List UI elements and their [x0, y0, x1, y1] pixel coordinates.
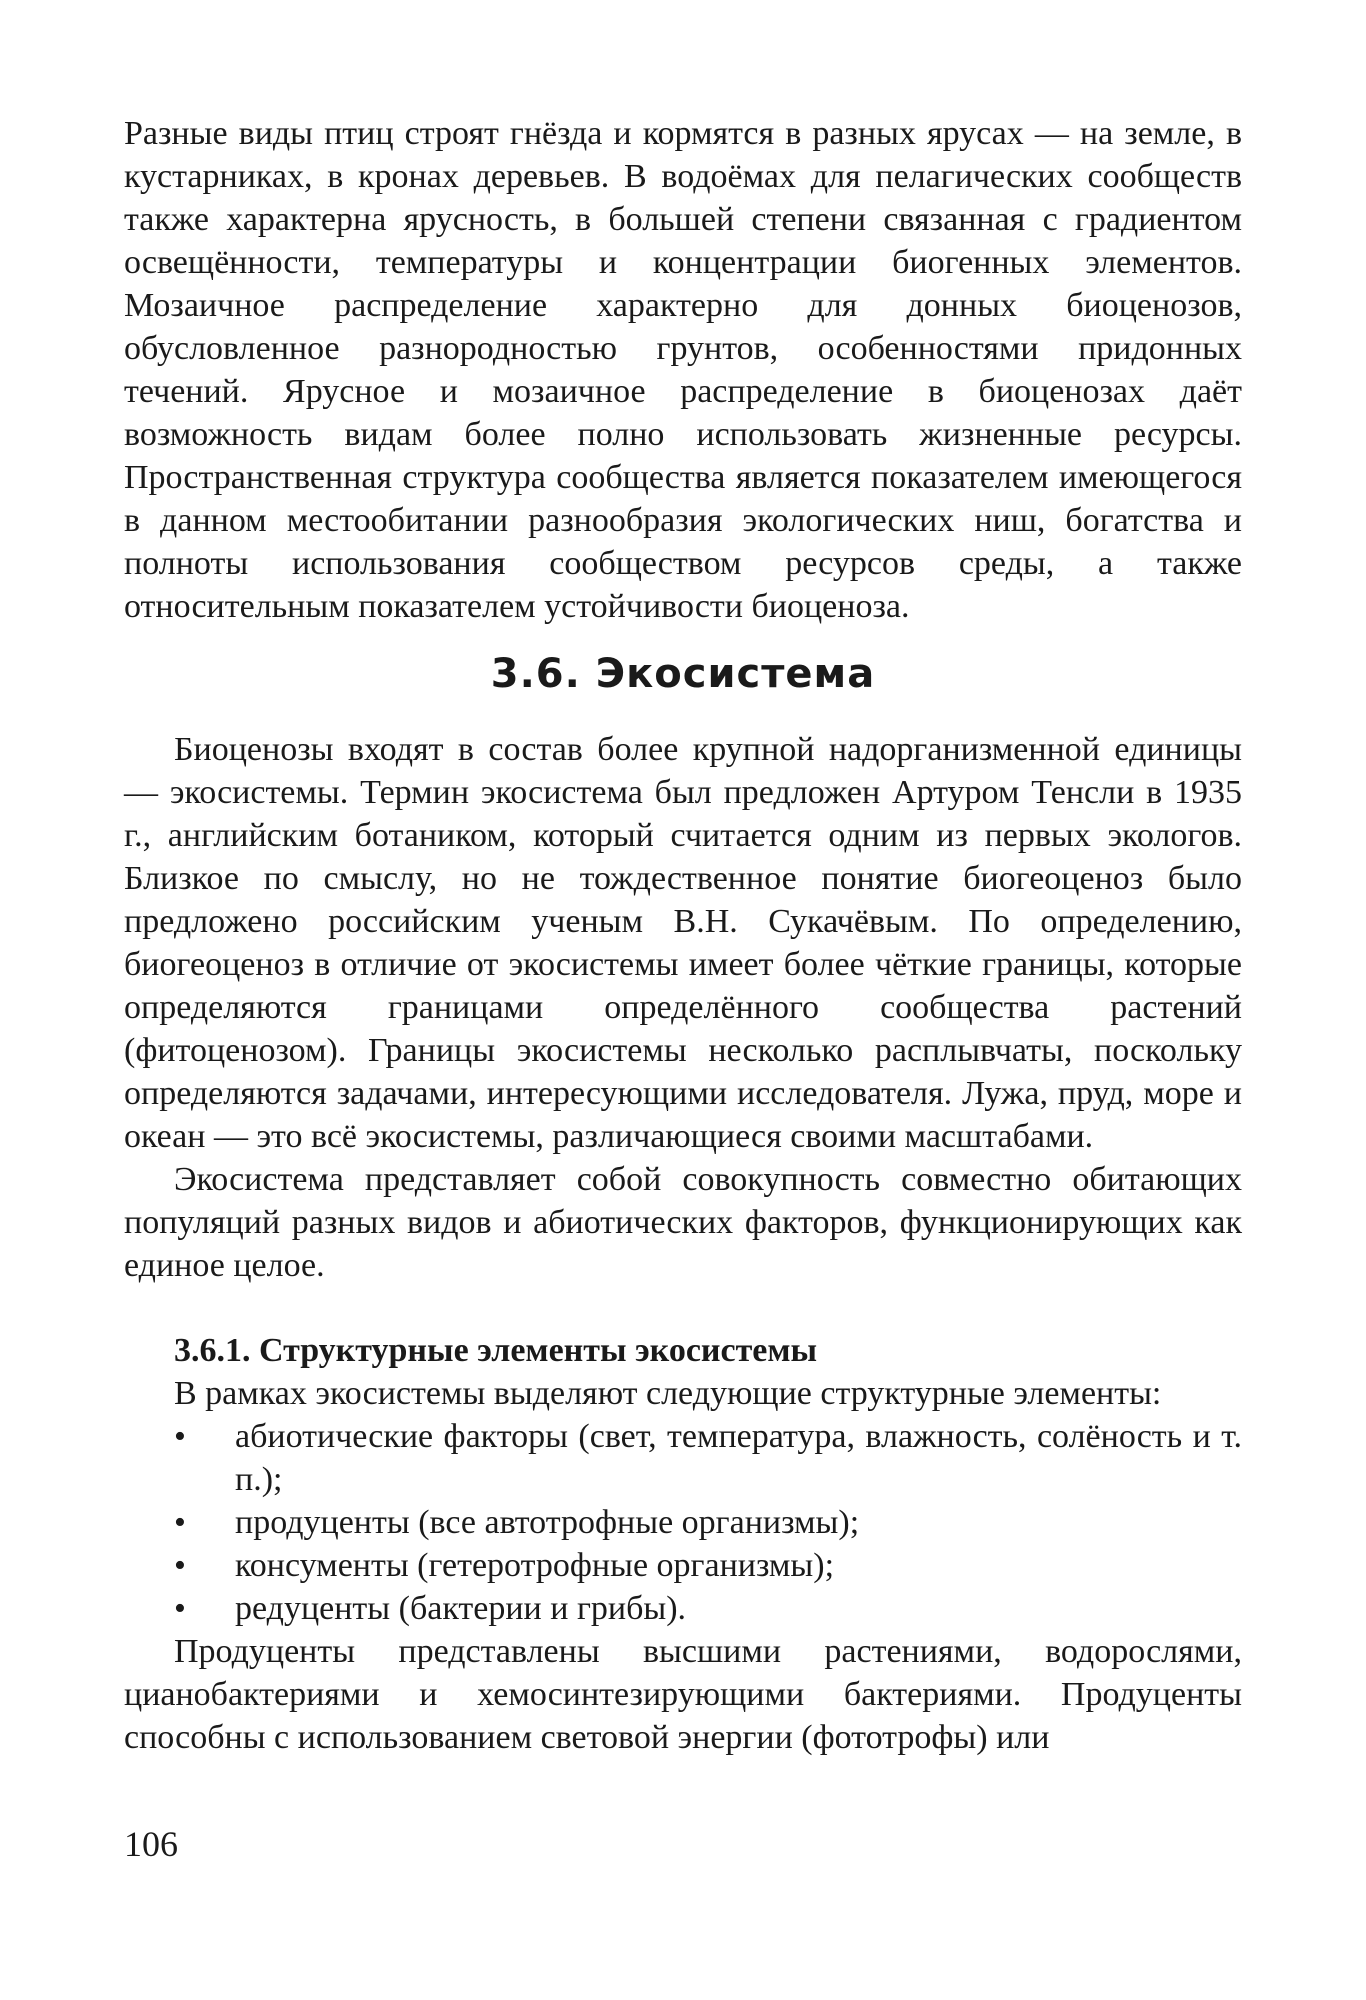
list-item-text: продуценты (все автотрофные организмы);	[235, 1504, 860, 1541]
list-item	[124, 1587, 1242, 1630]
bullet-icon: •	[174, 1590, 186, 1627]
list-item-text: консументы (гетеротрофные организмы);	[235, 1547, 835, 1584]
page-body	[124, 112, 1242, 1759]
section-paragraph-2: Экосистема представляет собой совокупность совместно обитающих популяций разных видов и абиотических факторов, функционирующих как единое целое.	[124, 1161, 1242, 1284]
structural-elements-list	[124, 1415, 1242, 1630]
page-number: 106	[124, 1824, 178, 1864]
list-item-text: абиотические факторы (свет, температура, влажность, солёность и т. п.);	[235, 1418, 1242, 1498]
section-heading: 3.6. Экосистема	[490, 651, 876, 697]
bullet-icon: •	[174, 1547, 186, 1584]
bullet-icon: •	[174, 1504, 186, 1541]
bullet-icon: •	[174, 1418, 186, 1455]
final-paragraph: Продуценты представлены высшими растениями, водорослями, цианобактериями и хемосинтезирующими бактериями. Продуценты способны с использованием световой энергии (фототрофы) или	[124, 1633, 1242, 1756]
list-item	[124, 1544, 1242, 1587]
section-paragraph-1: Биоценозы входят в состав более крупной надорганизменной единицы — экосистемы. Термин экосистема был предложен Артуром Тенсли в 1935 г., английским ботаником, который считается одним из первых экологов. Близкое по смыслу, но не тождественное понятие биогеоценоз было предложено российским ученым В.Н. Сукачёвым. По определению, биогеоценоз в отличие от экосистемы имеет более чёткие границы, которые определяются границами определённого сообщества растений (фитоценозом). Границы экосистемы несколько расплывчаты, поскольку определяются задачами, интересующими исследователя. Лужа, пруд, море и океан — это всё экосистемы, различающиеся своими масштабами.	[124, 731, 1242, 1155]
list-item	[124, 1501, 1242, 1544]
list-item-text: редуценты (бактерии и грибы).	[235, 1590, 687, 1627]
list-item	[124, 1415, 1242, 1501]
list-intro: В рамках экосистемы выделяют следующие структурные элементы:	[174, 1375, 1162, 1412]
intro-paragraph: Разные виды птиц строят гнёзда и кормятся в разных ярусах — на земле, в кустарниках, в кронах деревьев. В водоёмах для пелагических сообществ также характерна ярусность, в большей степени связанная с градиентом освещённости, температуры и концентрации биогенных элементов. Мозаичное распределение характерно для донных биоценозов, обусловленное разнородностью грунтов, особенностями придонных течений. Ярусное и мозаичное распределение в биоценозах даёт возможность видам более полно использовать жизненные ресурсы. Пространственная структура сообщества является показателем имеющегося в данном местообитании разнообразия экологических ниш, богатства и полноты использования сообществом ресурсов среды, а также относительным показателем устойчивости биоценоза.	[124, 115, 1242, 625]
subsection-heading: 3.6.1. Структурные элементы экосистемы	[174, 1332, 818, 1369]
